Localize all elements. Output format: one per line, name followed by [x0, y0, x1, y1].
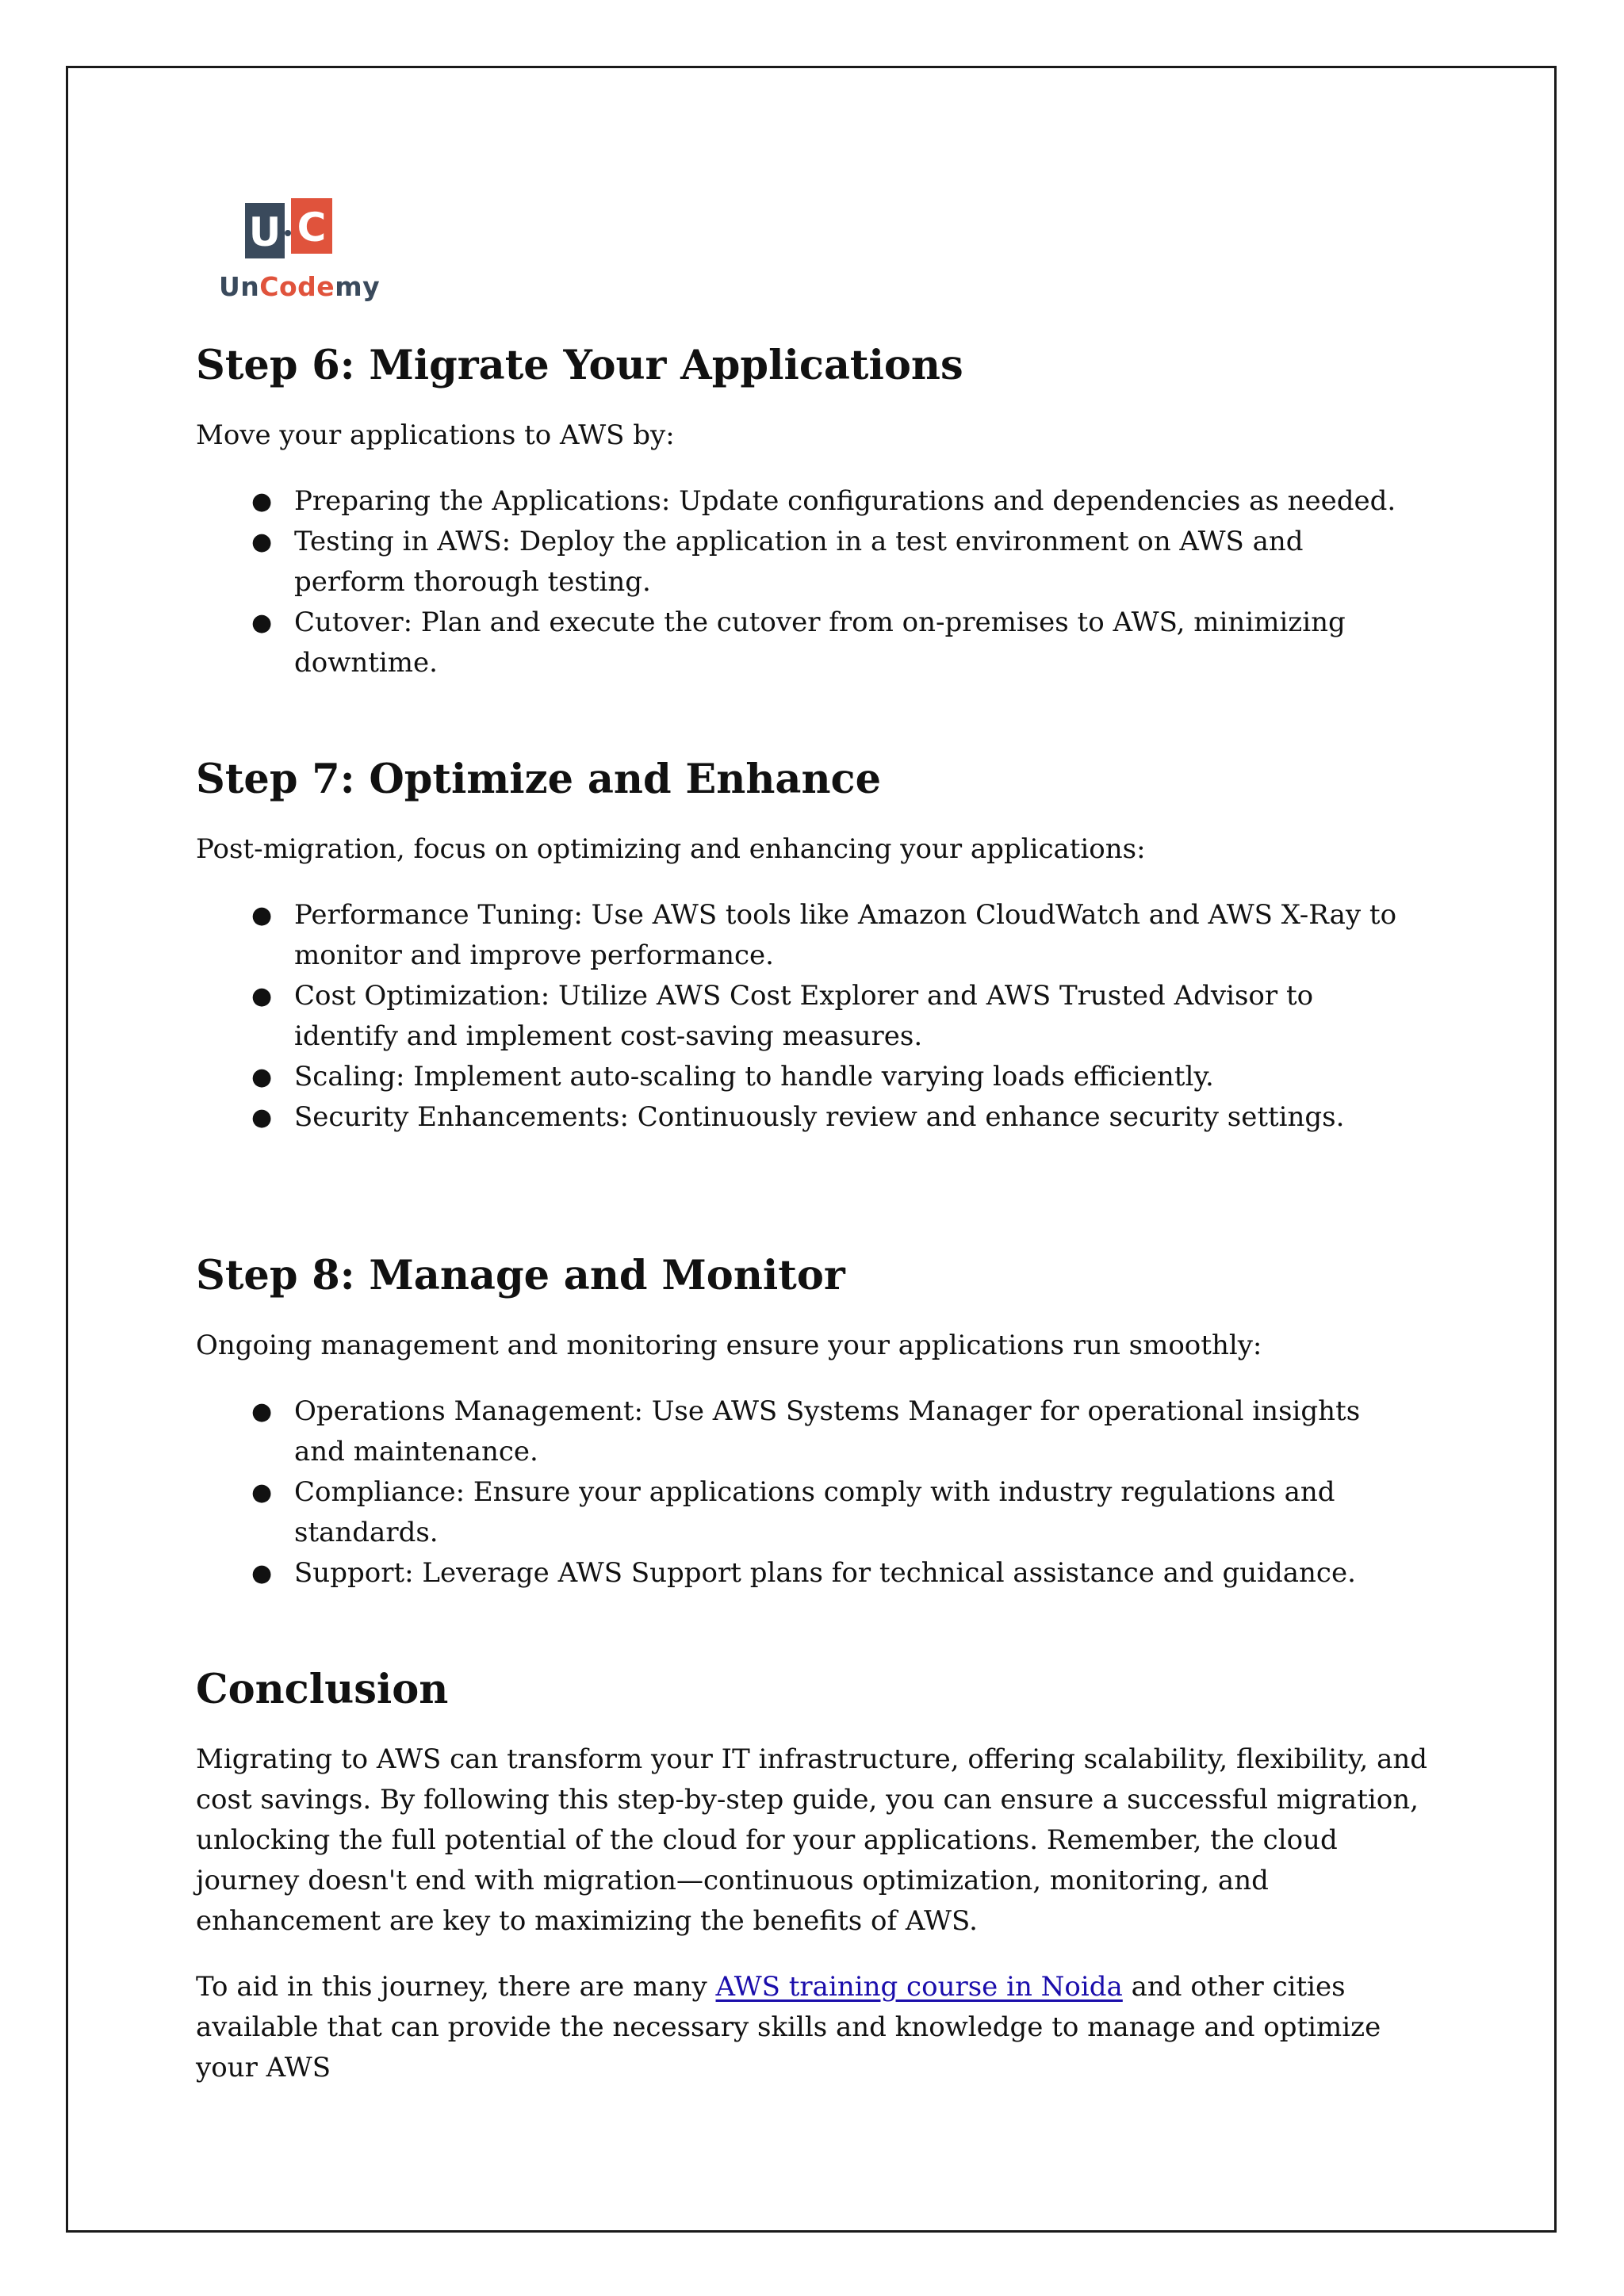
bullet-icon: ●	[251, 609, 273, 637]
bullet-icon: ●	[251, 1063, 273, 1091]
logo-wordmark	[219, 271, 380, 302]
uncodemy-logo-mark	[245, 198, 332, 258]
logo-mark-right: C	[297, 205, 327, 251]
step-7-list	[196, 895, 1433, 1138]
list-item: ● Testing in AWS: Deploy the application in a test environment on AWS and perform thorough testing.	[196, 522, 1433, 603]
bullet-icon: ●	[251, 901, 273, 929]
step-8-intro: Ongoing management and monitoring ensure your applications run smoothly:	[196, 1330, 1262, 1361]
bullet-icon: ●	[251, 1479, 273, 1506]
conclusion-heading: Conclusion	[196, 1666, 449, 1713]
list-item: ● Scaling: Implement auto-scaling to handle varying loads efficiently.	[196, 1057, 1433, 1097]
bullet-icon: ●	[251, 528, 273, 556]
step-8-list	[196, 1391, 1433, 1594]
section-step-7	[196, 755, 1433, 1138]
step-8-heading: Step 8: Manage and Monitor	[196, 1252, 845, 1299]
list-item: ● Compliance: Ensure your applications comply with industry regulations and standards.	[196, 1472, 1433, 1553]
logo-text-my: my	[335, 271, 381, 302]
list-item: ● Cutover: Plan and execute the cutover from on-premises to AWS, minimizing downtime.	[196, 603, 1433, 683]
bullet-icon: ●	[251, 1559, 273, 1587]
step-6-intro: Move your applications to AWS by:	[196, 419, 675, 451]
aws-training-link[interactable]: AWS training course in Noida	[715, 1971, 1123, 2003]
bullet-icon: ●	[251, 982, 273, 1010]
section-step-8	[196, 1251, 1433, 1594]
step-6-heading: Step 6: Migrate Your Applications	[196, 342, 963, 389]
conclusion-paragraph-2: To aid in this journey, there are many AWS training course in Noida and other cities available that can provide the necessary skills and knowledge to manage and optimize your AWS	[196, 1971, 1381, 2084]
step-7-intro: Post-migration, focus on optimizing and enhancing your applications:	[196, 833, 1146, 865]
uncodemy-logo	[219, 198, 381, 302]
list-item: ● Operations Management: Use AWS Systems Manager for operational insights and maintenance.	[196, 1391, 1433, 1472]
logo-mark-left: U	[248, 209, 282, 255]
list-item: ● Security Enhancements: Continuously review and enhance security settings.	[196, 1097, 1433, 1138]
bullet-icon: ●	[251, 1398, 273, 1425]
logo-text-un: Un	[219, 271, 260, 302]
step-7-heading: Step 7: Optimize and Enhance	[196, 756, 882, 803]
bullet-icon: ●	[251, 1104, 273, 1131]
logo-text-code: Code	[259, 271, 335, 302]
list-item: ● Support: Leverage AWS Support plans for technical assistance and guidance.	[196, 1553, 1433, 1594]
section-conclusion	[196, 1665, 1433, 2088]
list-item: ● Preparing the Applications: Update configurations and dependencies as needed.	[196, 481, 1433, 522]
list-item: ● Cost Optimization: Utilize AWS Cost Explorer and AWS Trusted Advisor to identify and implement cost-saving measures.	[196, 976, 1433, 1057]
section-step-6	[196, 341, 1433, 683]
conclusion-paragraph-1: Migrating to AWS can transform your IT infrastructure, offering scalability, flexibility, and cost savings. By following this step-by-step guide, you can ensure a successful migration, unlocking the full potential of the cloud for your applications. Remember, the cloud journey doesn't end with migration—continuous optimization, monitoring, and enhancement are key to maximizing the benefits of AWS.	[196, 1743, 1428, 1937]
list-item: ● Performance Tuning: Use AWS tools like Amazon CloudWatch and AWS X-Ray to monitor and improve performance.	[196, 895, 1433, 976]
step-6-list	[196, 481, 1433, 683]
bullet-icon: ●	[251, 488, 273, 515]
